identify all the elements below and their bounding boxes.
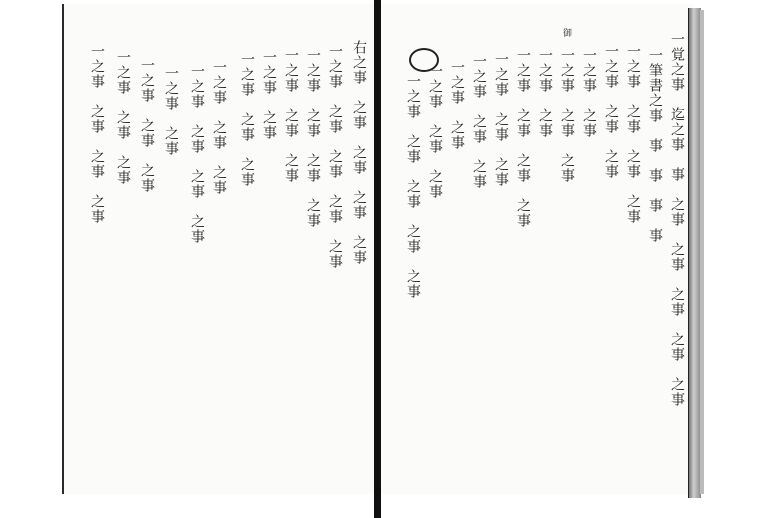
left-column-12: 一之事 之事 之事 之事 [89, 44, 105, 224]
left-column-1: 右之事 之事 之事 之事 之事 [351, 40, 367, 265]
page-edge-inner [700, 10, 704, 494]
right-column-1: 一覚之事 迄之事 事 之事 之事 之事 之事 之事 [669, 32, 685, 407]
right-column-2: 一筆書之事 事 事 事 事 [647, 48, 663, 243]
right-column-6: 一之事 之事 之事 [559, 48, 575, 183]
left-column-3: 一之事 之事 之事 之事 [305, 48, 321, 228]
right-column-5: 一之事 之事 [581, 48, 597, 138]
left-column-4: 一之事 之事 之事 [283, 48, 299, 183]
right-column-9: 一之事 之事 之事 [493, 52, 509, 187]
left-column-6: 一之事 之事 之事 [239, 52, 255, 187]
left-column-8: 一之事 之事 之事 之事 [189, 64, 205, 244]
right-column-10: 一之事 之事 之事 [471, 54, 487, 189]
left-column-11: 一之事 之事 之事 [115, 50, 131, 185]
left-column-5: 一之事 之事 [261, 50, 277, 140]
left-column-7: 一之事 之事 之事 [211, 60, 227, 195]
left-column-2: 一之事 之事 之事 之事 之事 [327, 44, 343, 269]
book-gutter [374, 0, 381, 518]
right-column-3: 一之事 之事 之事 之事 [625, 44, 641, 224]
margin-note: 御 [561, 28, 571, 37]
left-column-10: 一之事 之事 之事 [139, 58, 155, 193]
left-column-9: 一之事 之事 [163, 66, 179, 156]
right-column-12: 一之事 之事 之事 [427, 64, 443, 199]
right-column-4: 一之事 之事 之事 [603, 44, 619, 179]
right-column-13: 一之事 之事 之事 之事 之事 [405, 74, 421, 299]
right-column-11: 一之事 之事 [449, 60, 465, 150]
right-column-7: 一之事 之事 [537, 48, 553, 138]
right-column-8: 一之事 之事 之事 之事 [515, 48, 531, 228]
